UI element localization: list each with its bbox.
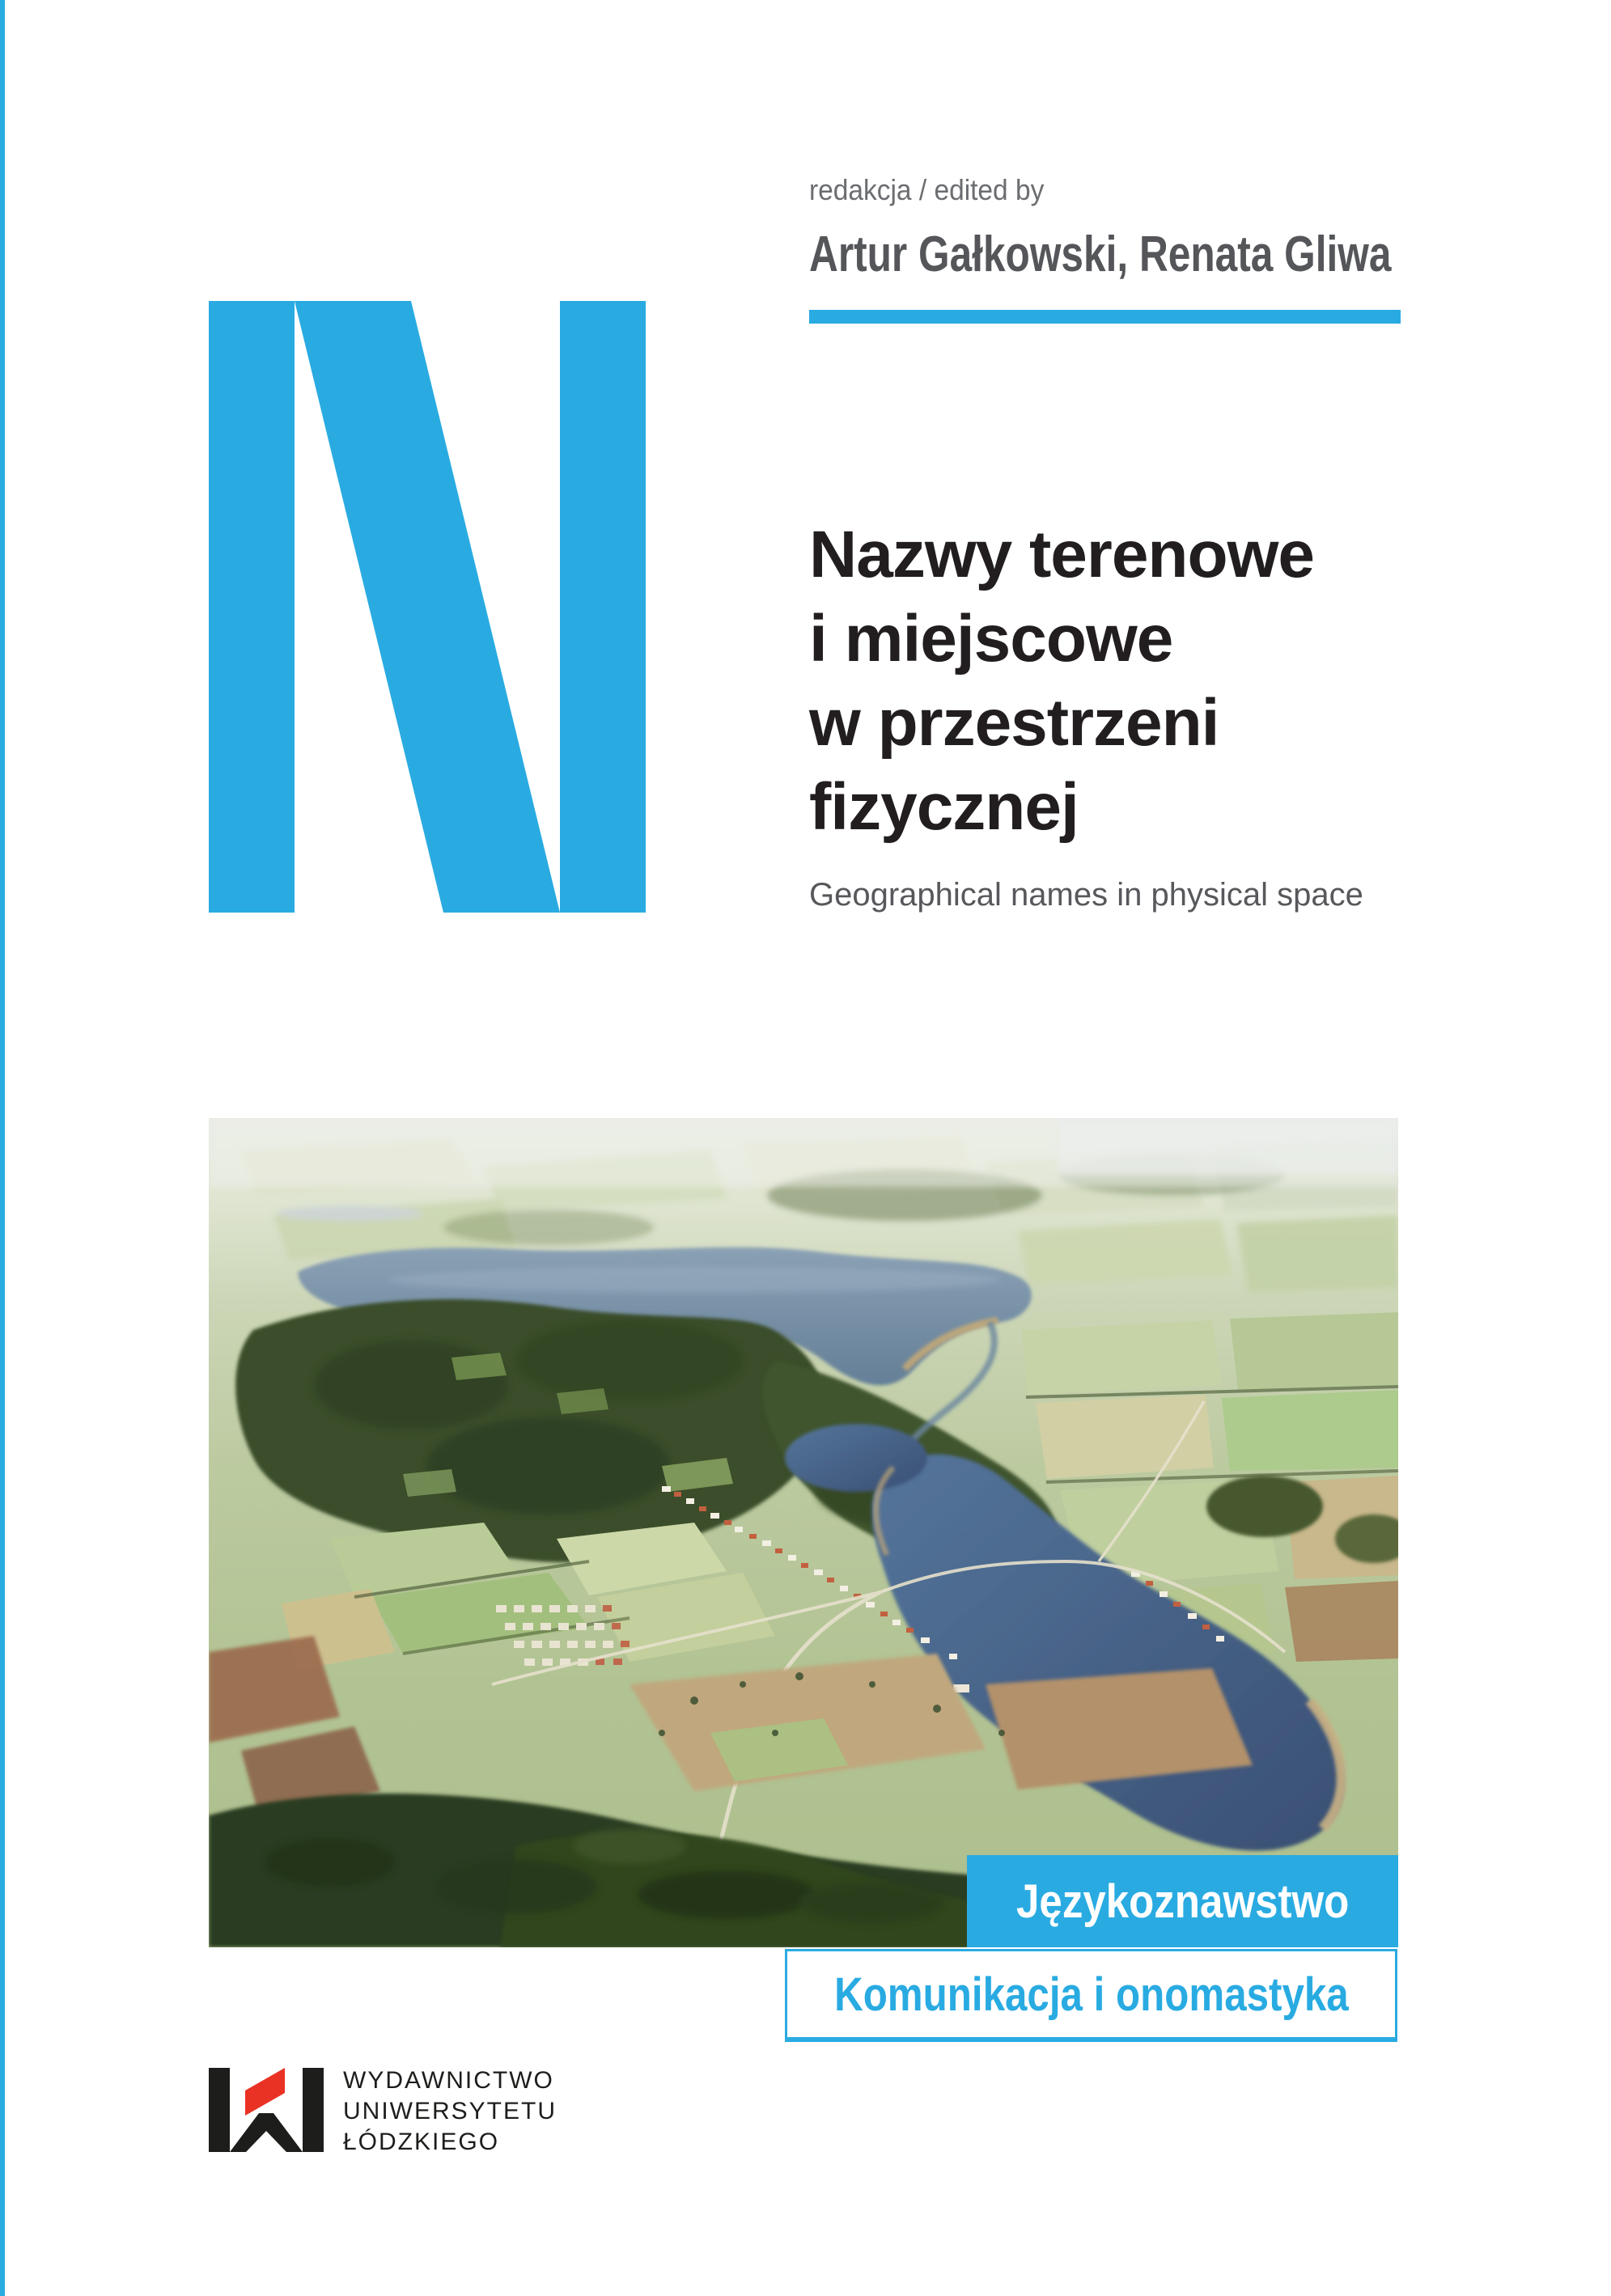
editors-names [809, 224, 1537, 286]
title-line-2: i miejscowe [809, 602, 1173, 676]
big-letter-n [209, 301, 646, 913]
publisher-logo-mark [209, 2068, 324, 2152]
publisher-name-line-2: UNIWERSYTETU [343, 2098, 557, 2124]
series-banner-communication-label: Komunikacja i onomastyka [833, 1968, 1349, 2021]
series-banner-communication [785, 1949, 1397, 2042]
editors-text: Artur Gałkowski, Renata Gliwa [809, 227, 1392, 282]
cover-photo [209, 1118, 1398, 1947]
aerial-photo-illustration [209, 1118, 1398, 1947]
left-accent-strip [0, 0, 5, 2296]
publisher-logo [209, 2068, 324, 2152]
accent-bar [809, 310, 1401, 324]
series-banner-linguistics-label: Językoznawstwo [1015, 1875, 1350, 1928]
publisher-name-line-1: WYDAWNICTWO [343, 2067, 554, 2094]
big-letter-n-glyph [209, 301, 646, 913]
edited-by-text: redakcja / edited by [809, 173, 1045, 206]
title-line-4: fizycznej [809, 770, 1079, 844]
series-banner-linguistics [967, 1855, 1398, 1947]
book-title [809, 513, 1314, 849]
book-subtitle: Geographical names in physical space [809, 877, 1363, 913]
publisher-name-line-3: ŁÓDZKIEGO [343, 2129, 500, 2155]
publisher-logo-red-ribbon [245, 2068, 285, 2116]
edited-by-label [809, 172, 1062, 209]
title-line-3: w przestrzeni [809, 686, 1219, 760]
title-line-1: Nazwy terenowe [809, 518, 1314, 591]
publisher-name [343, 2065, 557, 2158]
